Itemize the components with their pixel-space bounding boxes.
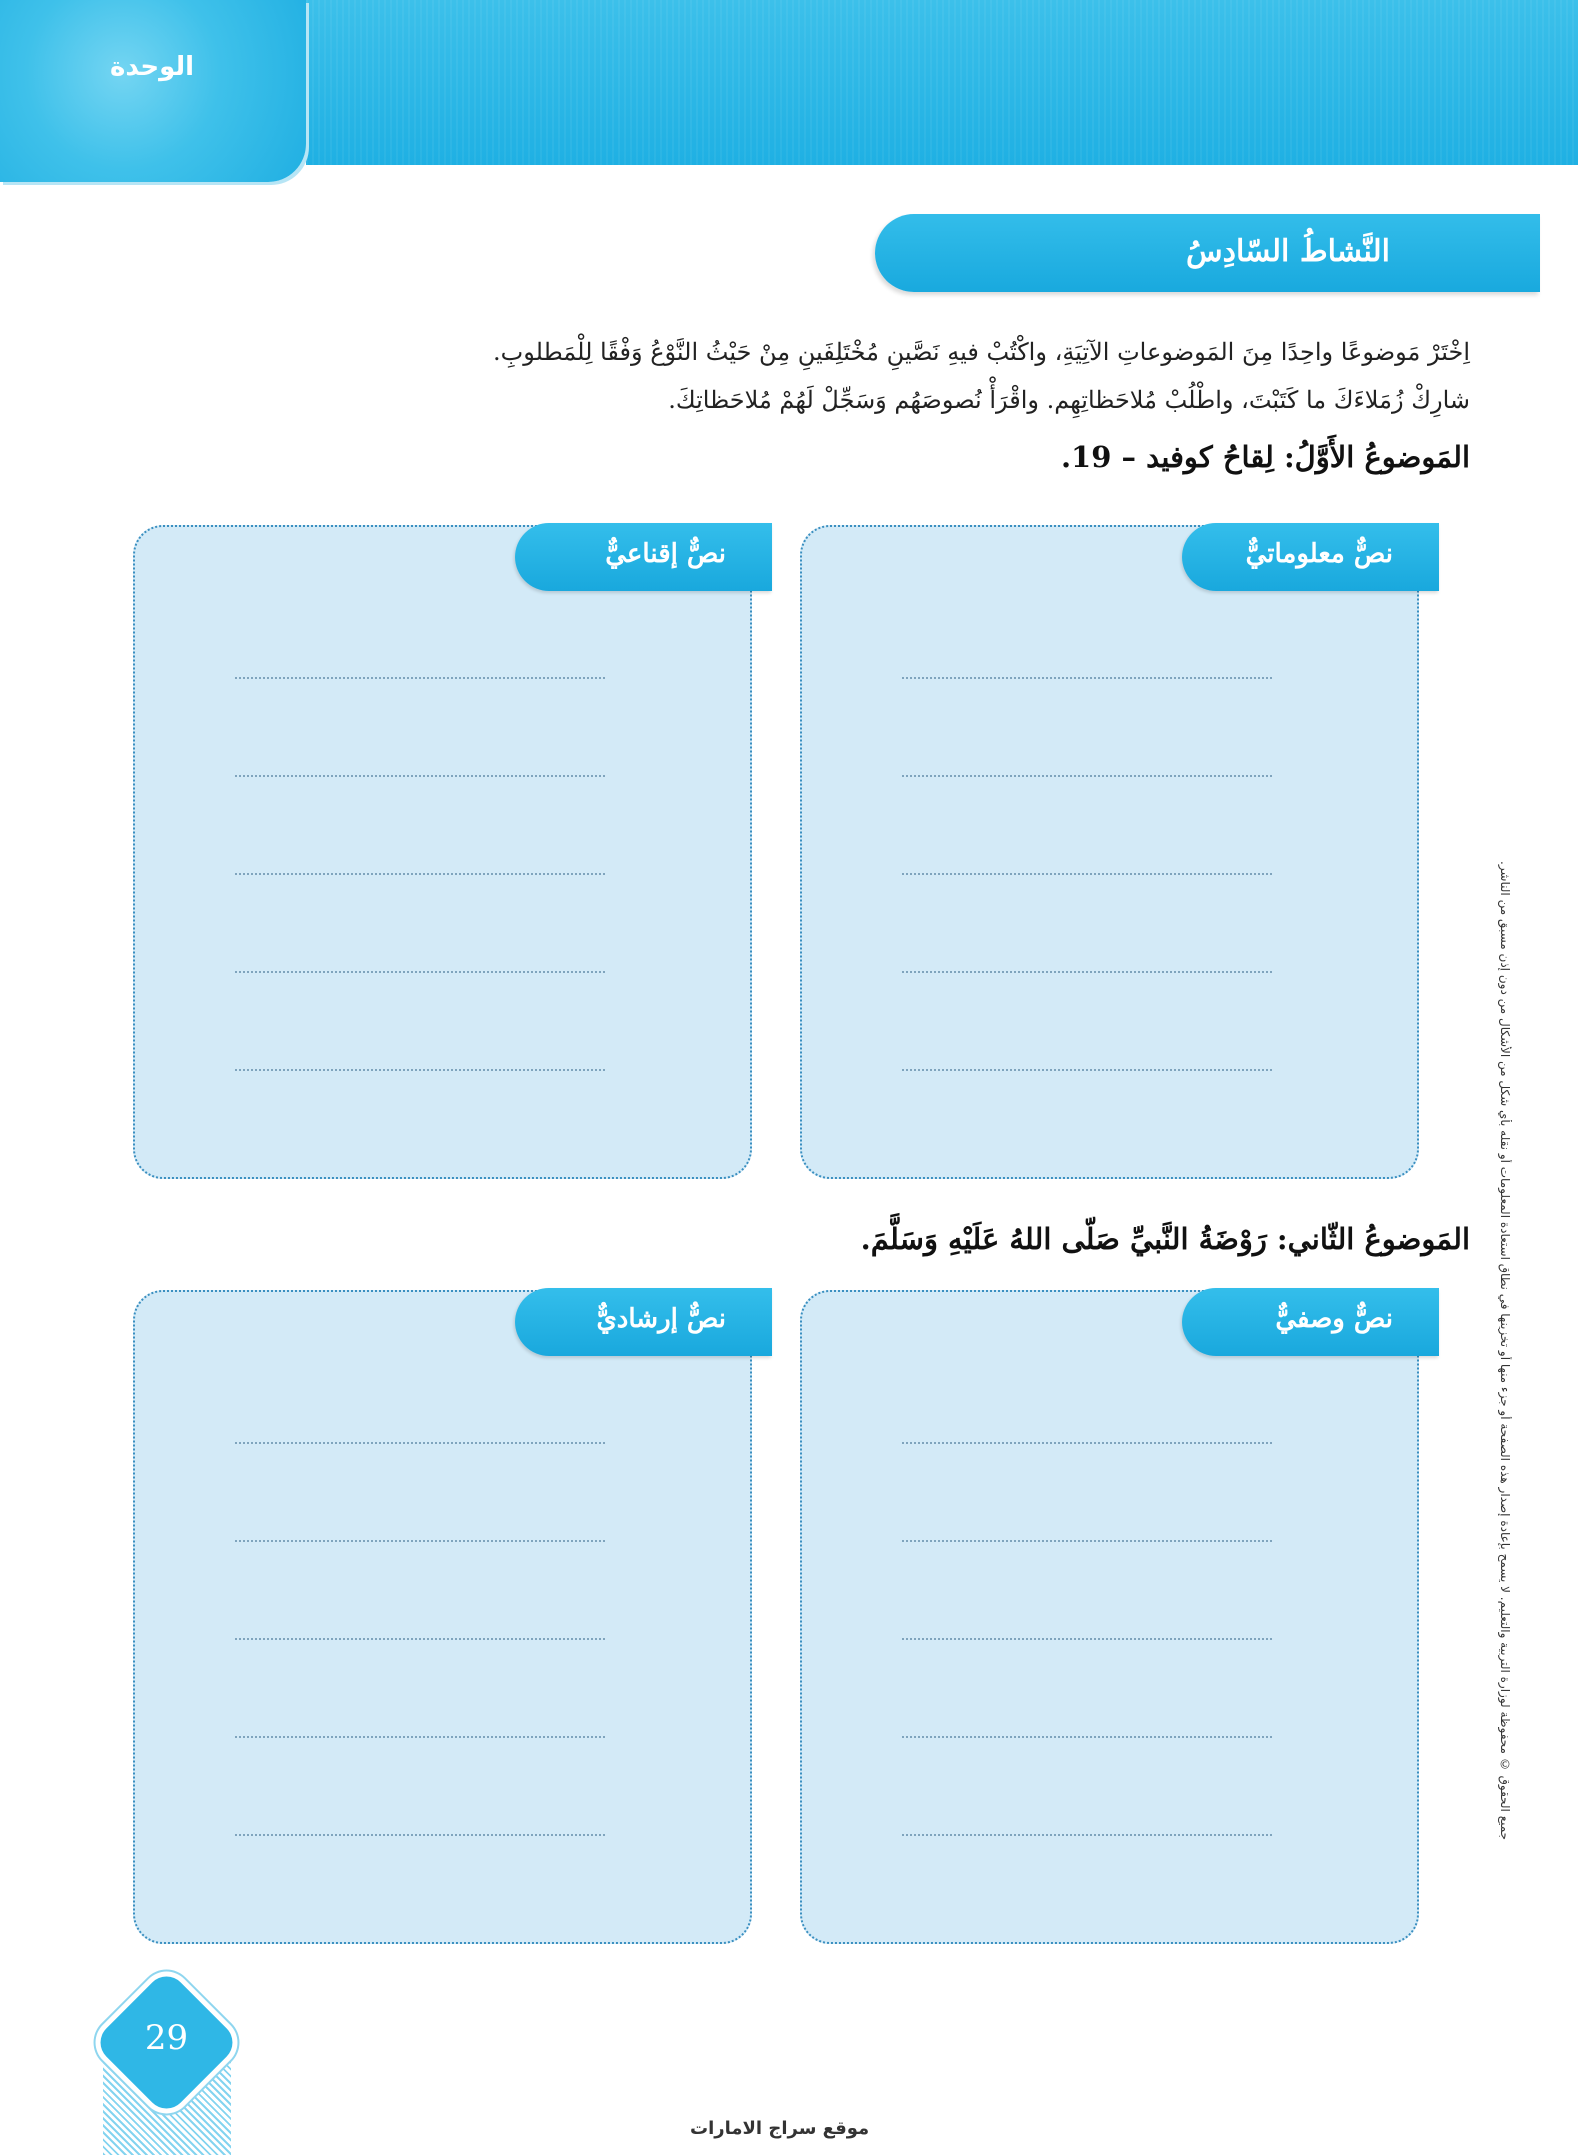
writing-line[interactable] [902, 1540, 1272, 1542]
activity-title-banner [875, 214, 1540, 292]
topic-1-title: المَوضوعُ الأَوَّلُ: لِقاحُ كوفيد – 19. [1060, 440, 1470, 474]
box-tab [1182, 523, 1439, 591]
writing-line[interactable] [235, 1540, 605, 1542]
writing-line[interactable] [235, 873, 605, 875]
writing-line[interactable] [235, 775, 605, 777]
writing-line[interactable] [235, 971, 605, 973]
box-label: نصٌّ معلوماتيٌّ [1245, 539, 1393, 569]
copyright-notice: جميع الحقوق © محفوظة لوزارة التربية والتعليم. لا يسمح بإعادة إصدار هذه الصفحة أو جزء منها أو تخزينها في نطاق استعادة المعلومات أو نقله بأي شكل من الأشكال من دون إذن مسبق من الناشر. [1498, 860, 1512, 1840]
box-label: نصٌّ إرشاديٌّ [596, 1304, 726, 1334]
writing-box-descriptive[interactable] [800, 1290, 1419, 1944]
box-label: نصٌّ وصفيٌّ [1275, 1304, 1393, 1334]
writing-line[interactable] [902, 1834, 1272, 1836]
header-band [306, 0, 1578, 165]
writing-line[interactable] [235, 1069, 605, 1071]
unit-label: الوحدة [110, 52, 195, 82]
header-band-edge [1578, 0, 1595, 165]
writing-line[interactable] [902, 677, 1272, 679]
writing-line[interactable] [902, 775, 1272, 777]
writing-line[interactable] [235, 1442, 605, 1444]
instruction-line-2: شارِكْ زُمَلاءَكَ ما كَتَبْتَ، واطْلُبْ مُلاحَظاتِهِم. واقْرَأْ نُصوصَهُم وَسَجِّلْ لَهُمْ مُلاحَظاتِكَ. [668, 386, 1470, 414]
box-tab [515, 523, 772, 591]
footer-site-name: موقع سراج الامارات [690, 2118, 870, 2139]
page-number: 29 [144, 2018, 189, 2058]
writing-box-instructional[interactable] [133, 1290, 752, 1944]
writing-line[interactable] [235, 1834, 605, 1836]
writing-line[interactable] [902, 1442, 1272, 1444]
writing-line[interactable] [902, 1736, 1272, 1738]
writing-line[interactable] [902, 1638, 1272, 1640]
writing-line[interactable] [235, 677, 605, 679]
writing-line[interactable] [902, 971, 1272, 973]
box-label: نصٌّ إقناعيٌّ [605, 539, 726, 569]
writing-box-informational[interactable] [800, 525, 1419, 1179]
writing-line[interactable] [902, 873, 1272, 875]
writing-box-persuasive[interactable] [133, 525, 752, 1179]
writing-line[interactable] [902, 1069, 1272, 1071]
box-tab [1182, 1288, 1439, 1356]
writing-line[interactable] [235, 1736, 605, 1738]
topic-2-title: المَوضوعُ الثّاني: رَوْضَةُ النَّبيِّ صَلّى اللهُ عَلَيْهِ وَسَلَّمَ. [860, 1222, 1470, 1256]
unit-tab [0, 0, 306, 182]
writing-line[interactable] [235, 1638, 605, 1640]
instruction-line-1: اِخْتَرْ مَوضوعًا واحِدًا مِنَ المَوضوعاتِ الآتِيَةِ، واكْتُبْ فيهِ نَصَّينِ مُخْتَلِفَينِ مِنْ حَيْثُ النَّوْعُ وَفْقًا لِلْمَطلوبِ. [493, 338, 1470, 366]
box-tab [515, 1288, 772, 1356]
activity-title: النَّشاطُ السّادِسُ [1186, 234, 1390, 269]
